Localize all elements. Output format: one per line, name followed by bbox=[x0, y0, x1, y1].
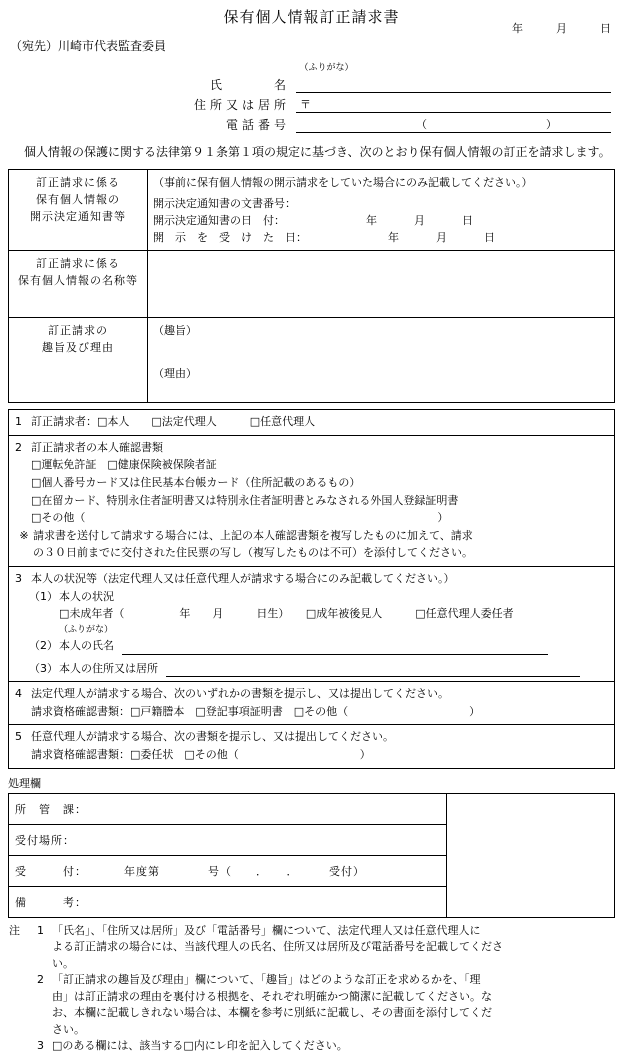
date-day: 日 bbox=[600, 22, 611, 35]
checkbox-line[interactable]: □個人番号カード又は住民基本台帳カード（住所記載のあるもの） bbox=[31, 475, 361, 489]
note-item bbox=[8, 1038, 615, 1055]
checkbox-line[interactable]: 請求資格確認書類：□委任状 □その他（ ） bbox=[31, 748, 371, 762]
table-row-reason bbox=[9, 318, 615, 403]
label-line: 趣旨及び理由 bbox=[42, 341, 114, 355]
note-line: お、本欄に記載しきれない場合は、本欄を参考に別紙に記載し、その書面を添付してくだ bbox=[52, 1006, 492, 1020]
person-address-input[interactable] bbox=[166, 663, 580, 677]
sub-text: 本人の氏名 bbox=[59, 639, 114, 653]
field-row-address bbox=[0, 96, 623, 113]
section-1[interactable] bbox=[9, 410, 615, 436]
proc-receipt[interactable] bbox=[9, 855, 447, 886]
checkbox-line[interactable]: □運転免許証 □健康保険被保険者証 bbox=[31, 458, 217, 472]
sub-label: （2） bbox=[29, 639, 58, 653]
disclosure-notice: （事前に保有個人情報の開示請求をしていた場合にのみ記載してください。） bbox=[153, 176, 533, 189]
phone-label: 電話番号 bbox=[225, 118, 290, 132]
row-label-reason bbox=[9, 318, 148, 403]
disclosure-docnum bbox=[153, 195, 609, 212]
section-3[interactable] bbox=[9, 566, 615, 681]
row-content-infoname[interactable] bbox=[148, 251, 615, 318]
label-line: 開示決定通知書等 bbox=[30, 210, 126, 224]
document-page bbox=[0, 6, 623, 1053]
section-2[interactable] bbox=[9, 435, 615, 566]
checkbox-line[interactable]: □その他（ ） bbox=[31, 511, 449, 525]
unit-month: 月 bbox=[436, 231, 447, 245]
name-label: 氏 名 bbox=[209, 78, 290, 92]
note-line: 由」は訂正請求の理由を裏付ける根拠を、それぞれ明確かつ簡潔に記載してください。な bbox=[52, 989, 492, 1003]
section-number: 2 bbox=[15, 440, 22, 454]
lower-table bbox=[8, 409, 615, 768]
purpose-label: （趣旨） bbox=[153, 324, 197, 338]
section-number: 3 bbox=[15, 571, 22, 585]
proc-remarks[interactable] bbox=[9, 886, 447, 917]
address-label: 住所又は居所 bbox=[193, 98, 290, 112]
section-title: 任意代理人が請求する場合、次の書類を提示し、又は提出してください。 bbox=[31, 730, 394, 744]
note-item bbox=[8, 923, 615, 973]
section-row-3 bbox=[9, 566, 615, 681]
proc-label: 備 考： bbox=[15, 895, 87, 909]
date-label: 開示決定通知書の日 付： bbox=[153, 214, 285, 228]
label-line: 保有個人情報の bbox=[36, 193, 120, 207]
page-title: 保有個人情報訂正請求書 bbox=[223, 8, 400, 26]
note-line: さい。 bbox=[52, 1022, 85, 1036]
processing-table bbox=[8, 793, 615, 918]
section-number: 1 bbox=[15, 415, 22, 429]
phone-paren-close: ） bbox=[546, 118, 557, 131]
note-line: 請求書を送付して請求する場合には、上記の本人確認書類を複写したものに加えて、請求 bbox=[33, 528, 473, 542]
proc-label: 受付場所： bbox=[15, 833, 75, 847]
address-input[interactable] bbox=[296, 98, 611, 113]
note-number: 1 bbox=[37, 923, 44, 937]
postal-mark: 〒 bbox=[300, 98, 311, 111]
proc-department[interactable] bbox=[9, 793, 447, 824]
disclosure-received bbox=[153, 229, 609, 246]
section-5[interactable] bbox=[9, 725, 615, 768]
phone-paren-open: （ bbox=[416, 118, 427, 131]
note-number: 3 bbox=[37, 1039, 44, 1053]
section-title: 訂正請求者：□本人 □法定代理人 □任意代理人 bbox=[31, 415, 316, 429]
checkbox-line[interactable]: □在留カード、特別永住者証明書又は特別永住者証明書とみなされる外国人登録証明書 bbox=[31, 493, 459, 507]
proc-place[interactable] bbox=[9, 824, 447, 855]
unit-month: 月 bbox=[414, 214, 425, 228]
unit-day: 日 bbox=[462, 214, 473, 228]
addressee: （宛先）川崎市代表監査委員 bbox=[10, 39, 167, 53]
phone-input[interactable] bbox=[296, 118, 611, 133]
note-line: よる訂正請求の場合には、当該代理人の氏名、住所又は居所及び電話番号を記載してくださ bbox=[52, 940, 503, 954]
label-line: 保有個人情報の名称等 bbox=[18, 274, 138, 288]
section-row-1 bbox=[9, 410, 615, 436]
label-line: 訂正請求の bbox=[48, 324, 108, 338]
section-title: 法定代理人が請求する場合、次のいずれかの書類を提示し、又は提出してください。 bbox=[31, 687, 449, 701]
date-year: 年 bbox=[512, 22, 523, 35]
field-row-name bbox=[0, 76, 623, 93]
section-row-5 bbox=[9, 725, 615, 768]
note-number: 2 bbox=[37, 973, 44, 987]
sub-text: 本人の住所又は居所 bbox=[59, 661, 158, 675]
sub-label: （1） bbox=[29, 589, 58, 603]
row-label-infoname bbox=[9, 251, 148, 318]
section-row-4 bbox=[9, 682, 615, 725]
table-row-disclosure bbox=[9, 170, 615, 251]
label-line: 訂正請求に係る bbox=[36, 176, 120, 189]
note-line: の３０日前までに交付された住民票の写し（複写したものは不可）を添付してください。 bbox=[33, 546, 473, 560]
note-line: い。 bbox=[52, 956, 74, 970]
table-row-infoname bbox=[9, 251, 615, 318]
proc-value: 年度第 号（ ． ． 受付） bbox=[124, 864, 365, 878]
received-label: 開 示 を 受 け た 日： bbox=[153, 231, 307, 245]
section-4[interactable] bbox=[9, 682, 615, 725]
row-label-disclosure bbox=[9, 170, 148, 251]
checkbox-line[interactable]: □未成年者（ 年 月 日生） □成年被後見人 □任意代理人委任者 bbox=[59, 607, 514, 621]
notes-prefix: 注 bbox=[9, 923, 20, 937]
sub-label: （3） bbox=[29, 661, 58, 675]
note-line: □のある欄には、該当する□内にレ印を記入してください。 bbox=[52, 1039, 348, 1053]
section-number: 5 bbox=[15, 730, 22, 744]
proc-label: 受 付： bbox=[15, 864, 87, 878]
row-content-reason[interactable] bbox=[148, 318, 615, 403]
checkbox-line[interactable]: 請求資格確認書類：□戸籍謄本 □登記事項証明書 □その他（ ） bbox=[31, 704, 481, 718]
unit-year: 年 bbox=[366, 214, 377, 228]
proc-stamp-box[interactable] bbox=[447, 793, 615, 917]
date-month: 月 bbox=[556, 22, 567, 35]
applicant-fields bbox=[0, 76, 623, 133]
label-line: 訂正請求に係る bbox=[36, 257, 120, 271]
disclosure-date bbox=[153, 212, 609, 229]
unit-day: 日 bbox=[484, 231, 495, 245]
proc-label: 所 管 課： bbox=[15, 802, 87, 816]
furigana-label: （ふりがな） bbox=[59, 624, 114, 635]
section-title: 訂正請求者の本人確認書類 bbox=[31, 440, 163, 454]
note-mark: ※ bbox=[19, 528, 29, 542]
section-number: 4 bbox=[15, 687, 22, 701]
main-table bbox=[8, 169, 615, 403]
row-content-disclosure[interactable] bbox=[148, 170, 615, 251]
unit-year: 年 bbox=[388, 231, 399, 245]
intro-paragraph: 個人情報の保護に関する法律第９１条第１項の規定に基づき、次のとおり保有個人情報の訂正を請求します。 bbox=[24, 145, 611, 159]
processing-label: 処理欄 bbox=[8, 776, 41, 790]
note-item bbox=[8, 972, 615, 1038]
furigana-label: （ふりがな） bbox=[299, 63, 354, 73]
docnum-label: 開示決定通知書の文書番号： bbox=[153, 197, 296, 211]
reason-label: （理由） bbox=[153, 367, 197, 381]
section-row-2 bbox=[9, 435, 615, 566]
note-line: 「訂正請求の趣旨及び理由」欄について、「趣旨」はどのような訂正を求めるかを、「理 bbox=[52, 973, 481, 987]
notes-block bbox=[8, 923, 615, 1055]
name-input[interactable] bbox=[296, 78, 611, 93]
section-title: 本人の状況等（法定代理人又は任意代理人が請求する場合にのみ記載してください。） bbox=[31, 571, 455, 585]
field-row-phone bbox=[0, 116, 623, 133]
proc-row-department bbox=[9, 793, 615, 824]
date-line bbox=[512, 20, 611, 36]
note-line: 「氏名」、「住所又は居所」及び「電話番号」欄について、法定代理人又は任意代理人に bbox=[52, 923, 481, 937]
person-name-input[interactable] bbox=[122, 641, 548, 655]
sub-text: 本人の状況 bbox=[59, 589, 114, 603]
